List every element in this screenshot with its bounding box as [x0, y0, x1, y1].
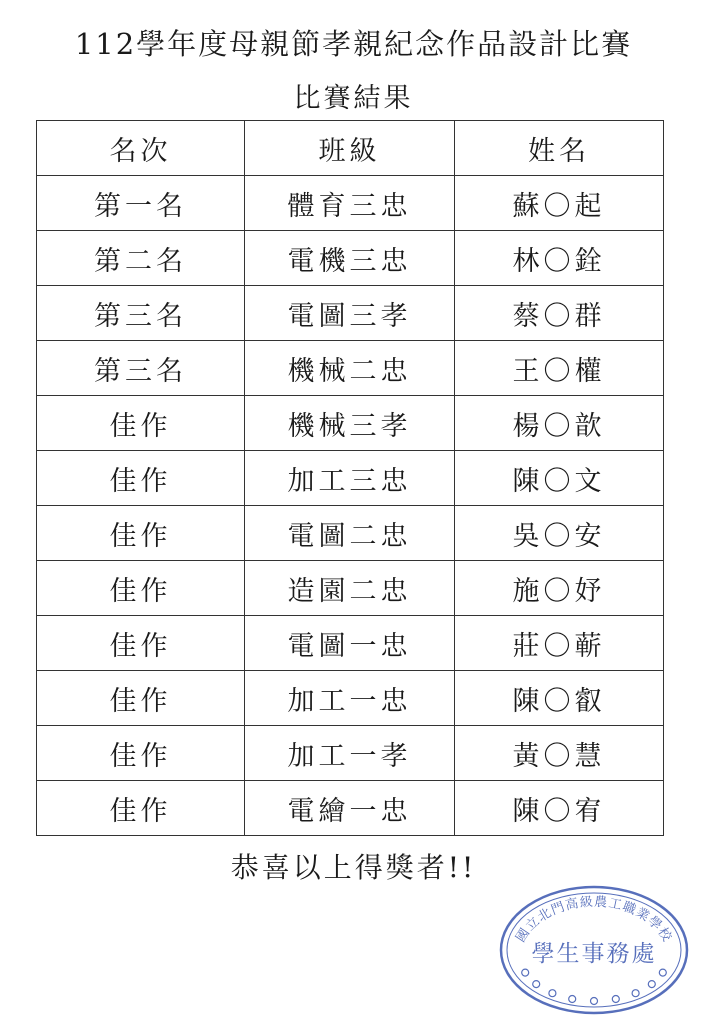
- table-row: [37, 231, 664, 286]
- name-cell: 陳〇文: [455, 451, 664, 506]
- stamp-flower-mark: [612, 996, 619, 1003]
- class-cell: 電圖三孝: [245, 286, 455, 341]
- name-cell: 蔡〇群: [455, 286, 664, 341]
- stamp-flower-mark: [533, 981, 540, 988]
- table-row: [37, 726, 664, 781]
- table-row: [37, 176, 664, 231]
- stamp-flower-mark: [632, 990, 639, 997]
- rank-cell: 第三名: [37, 286, 245, 341]
- header-rank: 名次: [37, 121, 245, 176]
- table-row: [37, 561, 664, 616]
- name-cell: 林〇銓: [455, 231, 664, 286]
- rank-cell: 佳作: [37, 561, 245, 616]
- stamp-flower-mark: [549, 990, 556, 997]
- class-cell: 機械二忠: [245, 341, 455, 396]
- stamp-office-name: 學生事務處: [531, 941, 657, 967]
- rank-cell: 佳作: [37, 396, 245, 451]
- rank-cell: 佳作: [37, 781, 245, 836]
- stamp-flower-mark: [648, 981, 655, 988]
- class-cell: 體育三忠: [245, 176, 455, 231]
- class-cell: 電繪一忠: [245, 781, 455, 836]
- rank-cell: 佳作: [37, 451, 245, 506]
- class-cell: 加工三忠: [245, 451, 455, 506]
- name-cell: 陳〇宥: [455, 781, 664, 836]
- table-row: [37, 506, 664, 561]
- school-stamp: [497, 883, 691, 1017]
- rank-cell: 第一名: [37, 176, 245, 231]
- table-header-row: [37, 121, 664, 176]
- class-cell: 電機三忠: [245, 231, 455, 286]
- rank-cell: 佳作: [37, 616, 245, 671]
- table-row: [37, 286, 664, 341]
- table-row: [37, 396, 664, 451]
- table-row: [37, 451, 664, 506]
- rank-cell: 第三名: [37, 341, 245, 396]
- results-table: [36, 120, 664, 836]
- stamp-school-name: 國立北門高級農工職業學校: [513, 894, 675, 946]
- name-cell: 蘇〇起: [455, 176, 664, 231]
- stamp-flower-mark: [591, 998, 598, 1005]
- header-class: 班級: [245, 121, 455, 176]
- class-cell: 加工一忠: [245, 671, 455, 726]
- congratulations-text: 恭喜以上得獎者!!: [230, 851, 477, 884]
- stamp-flower-mark: [569, 996, 576, 1003]
- table-row: [37, 341, 664, 396]
- table-row: [37, 616, 664, 671]
- rank-cell: 佳作: [37, 506, 245, 561]
- rank-cell: 第二名: [37, 231, 245, 286]
- name-cell: 陳〇叡: [455, 671, 664, 726]
- name-cell: 吳〇安: [455, 506, 664, 561]
- stamp-flower-mark: [659, 969, 666, 976]
- name-cell: 王〇權: [455, 341, 664, 396]
- name-cell: 施〇妤: [455, 561, 664, 616]
- name-cell: 莊〇蕲: [455, 616, 664, 671]
- class-cell: 電圖一忠: [245, 616, 455, 671]
- table-row: [37, 781, 664, 836]
- class-cell: 電圖二忠: [245, 506, 455, 561]
- stamp-flower-mark: [522, 969, 529, 976]
- page-title: 112學年度母親節孝親紀念作品設計比賽: [74, 27, 633, 61]
- rank-cell: 佳作: [37, 671, 245, 726]
- name-cell: 楊〇歆: [455, 396, 664, 451]
- name-cell: 黃〇慧: [455, 726, 664, 781]
- rank-cell: 佳作: [37, 726, 245, 781]
- class-cell: 造園二忠: [245, 561, 455, 616]
- class-cell: 加工一孝: [245, 726, 455, 781]
- table-row: [37, 671, 664, 726]
- header-name: 姓名: [455, 121, 664, 176]
- page-subtitle: 比賽結果: [293, 83, 414, 114]
- class-cell: 機械三孝: [245, 396, 455, 451]
